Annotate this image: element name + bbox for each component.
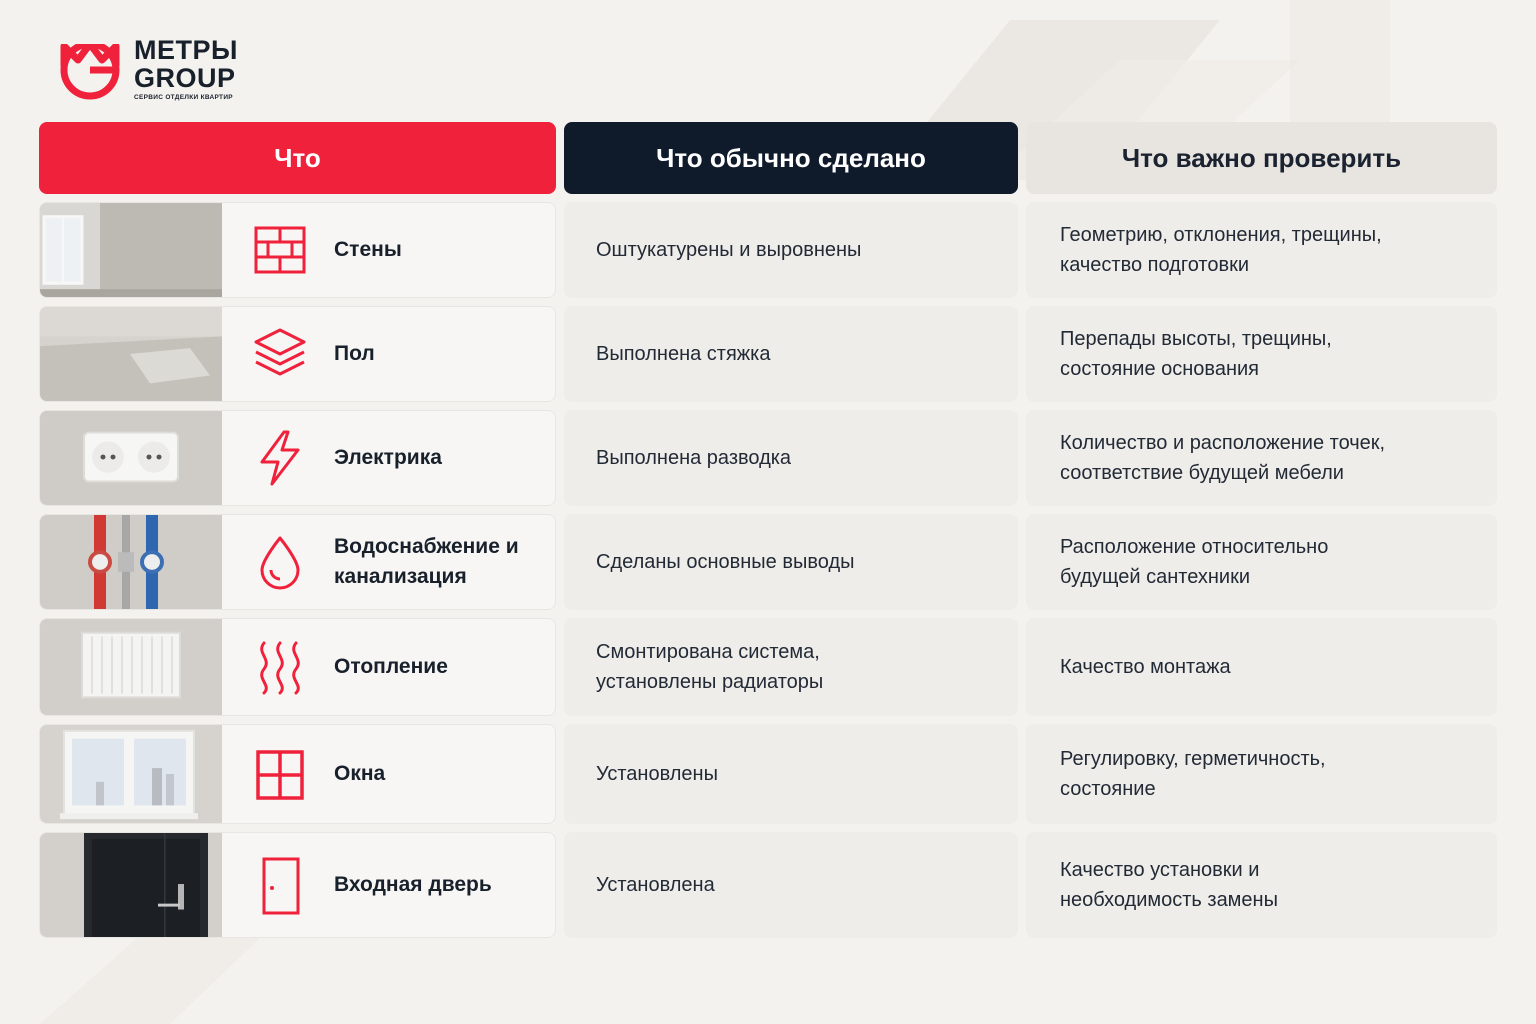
window-icon — [250, 744, 310, 804]
check-text: Качество установки и необходимость замены — [1060, 859, 1278, 911]
table-row-done — [564, 306, 1018, 402]
table-row-check — [1026, 618, 1497, 716]
row-label: Электрика — [334, 446, 442, 469]
done-text: Оштукатурены и выровнены — [596, 239, 862, 261]
table-row-what — [39, 618, 556, 716]
table-row-done — [564, 832, 1018, 938]
brand-name-line1: МЕТРЫ — [134, 35, 238, 65]
header-what: Что — [39, 122, 556, 194]
check-text: Расположение относительно будущей сантехники — [1060, 536, 1329, 588]
table-row-check — [1026, 832, 1497, 938]
layers-icon — [250, 324, 310, 384]
row-label: Окна — [334, 762, 386, 785]
done-text: Установлена — [596, 874, 715, 896]
table-row-what — [39, 832, 556, 938]
table-row-what — [39, 202, 556, 298]
brick-wall-icon — [250, 220, 310, 280]
floor-photo — [40, 307, 222, 401]
row-label: Входная дверь — [334, 873, 492, 896]
table-row-done — [564, 724, 1018, 824]
row-label: Водоснабжение и канализация — [334, 535, 519, 588]
table-row-what — [39, 306, 556, 402]
table-row-check — [1026, 514, 1497, 610]
row-label: Пол — [334, 342, 375, 365]
done-text: Смонтирована система, установлены радиаторы — [596, 641, 824, 693]
done-text: Сделаны основные выводы — [596, 551, 855, 573]
table-row-check — [1026, 202, 1497, 298]
table-row-check — [1026, 724, 1497, 824]
brand-logo-icon — [56, 36, 126, 102]
table-row-what — [39, 410, 556, 506]
header-check: Что важно проверить — [1026, 122, 1497, 194]
check-text: Перепады высоты, трещины, состояние основания — [1060, 328, 1332, 380]
radiator-photo — [40, 619, 222, 715]
table-row-what — [39, 724, 556, 824]
done-text: Выполнена стяжка — [596, 343, 771, 365]
table-row-done — [564, 202, 1018, 298]
brand-logo — [56, 36, 256, 102]
walls-photo — [40, 203, 222, 297]
door-icon — [250, 855, 310, 915]
table-row-check — [1026, 306, 1497, 402]
check-text: Количество и расположение точек, соответствие будущей мебели — [1060, 432, 1386, 484]
done-text: Установлены — [596, 763, 718, 785]
water-drop-icon — [250, 532, 310, 592]
brand-tagline: СЕРВИС ОТДЕЛКИ КВАРТИР — [134, 94, 233, 101]
table-row-done — [564, 618, 1018, 716]
table-row-done — [564, 410, 1018, 506]
table-row-what — [39, 514, 556, 610]
window-photo — [40, 725, 222, 823]
row-label: Стены — [334, 238, 402, 261]
table-row-check — [1026, 410, 1497, 506]
plumbing-photo — [40, 515, 222, 609]
check-text: Геометрию, отклонения, трещины, качество подготовки — [1060, 224, 1382, 276]
check-text: Качество монтажа — [1060, 656, 1231, 678]
header-done: Что обычно сделано — [564, 122, 1018, 194]
done-text: Выполнена разводка — [596, 447, 792, 469]
brand-name-line2: GROUP — [134, 63, 236, 93]
lightning-icon — [250, 428, 310, 488]
check-text: Регулировку, герметичность, состояние — [1060, 748, 1326, 800]
electrics-photo — [40, 411, 222, 505]
table-row-done — [564, 514, 1018, 610]
heat-waves-icon — [250, 637, 310, 697]
door-photo — [40, 833, 222, 937]
row-label: Отопление — [334, 655, 448, 678]
